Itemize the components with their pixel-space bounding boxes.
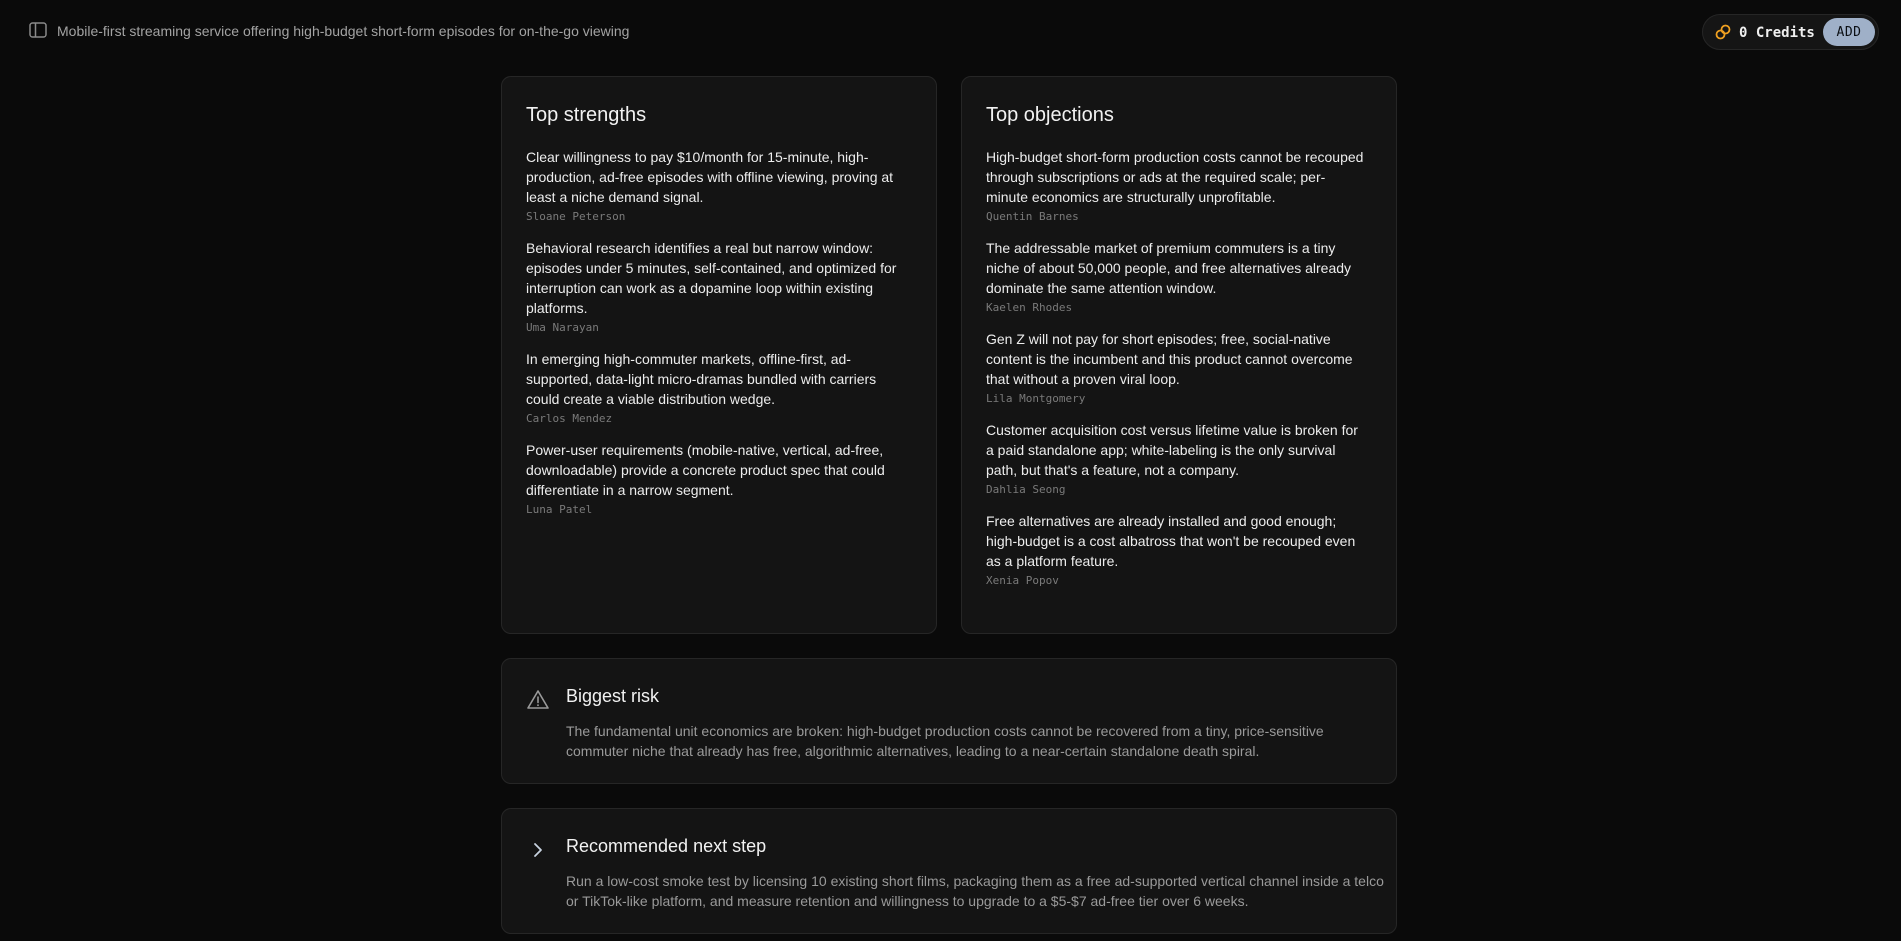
next-step-card[interactable]	[501, 808, 1397, 934]
item-author: Sloane Peterson	[526, 210, 626, 223]
item-text: Power-user requirements (mobile-native, vertical, ad-free, downloadable) provide a concrete product spec that could differentiate in a narrow segment.	[526, 442, 885, 498]
link-coins-icon	[1714, 23, 1732, 41]
strengths-title: Top strengths	[526, 104, 647, 126]
page-title: Mobile-first streaming service offering high-budget short-form episodes for on-the-go viewing	[57, 23, 630, 39]
risk-description: The fundamental unit economics are broken: high-budget production costs cannot be recovered from a tiny, price-sensitive commuter niche that already has free, algorithmic alternatives, leading to a near-certain standalone death spiral.	[566, 723, 1324, 759]
item-text: Clear willingness to pay $10/month for 15-minute, high-production, ad-free episodes with offline viewing, proving at least a niche demand signal.	[526, 149, 894, 205]
biggest-risk-card	[501, 658, 1397, 784]
item-author: Lila Montgomery	[986, 392, 1086, 405]
next-step-description: Run a low-cost smoke test by licensing 10 existing short films, packaging them as a free ad-supported vertical channel inside a telco or TikTok-like platform, and measure retention and willingness to upgrade to a $5-$7 ad-free tier over 6 weeks.	[566, 873, 1384, 909]
item-author: Uma Narayan	[526, 321, 599, 334]
item-text: The addressable market of premium commuters is a tiny niche of about 50,000 people, and free alternatives already dominate the same attention window.	[986, 240, 1352, 296]
objections-title: Top objections	[986, 104, 1114, 126]
list-item	[986, 511, 1366, 588]
item-author: Carlos Mendez	[526, 412, 613, 425]
strengths-list	[526, 147, 906, 531]
item-text: In emerging high-commuter markets, offline-first, ad-supported, data-light micro-dramas bundled with carriers could create a viable distribution wedge.	[526, 351, 877, 407]
list-item	[986, 420, 1366, 497]
objections-card	[961, 76, 1397, 634]
warning-triangle-icon	[526, 688, 550, 712]
item-text: Customer acquisition cost versus lifetime value is broken for a paid standalone app; white-labeling is the only survival path, but that's a feature, not a company.	[986, 422, 1358, 478]
list-item	[526, 440, 906, 517]
list-item	[986, 329, 1366, 406]
list-item	[526, 238, 906, 335]
item-author: Quentin Barnes	[986, 210, 1079, 223]
item-author: Luna Patel	[526, 503, 593, 516]
strengths-card	[501, 76, 937, 634]
risk-title: Biggest risk	[566, 686, 660, 706]
list-item	[986, 238, 1366, 315]
item-text: High-budget short-form production costs cannot be recouped through subscriptions or ads at the required scale; per-minute economics are structurally unprofitable.	[986, 149, 1364, 205]
sidebar-toggle-icon[interactable]	[28, 20, 48, 40]
item-author: Xenia Popov	[986, 574, 1059, 587]
item-author: Dahlia Seong	[986, 483, 1066, 496]
list-item	[526, 147, 906, 224]
credits-pill	[1702, 14, 1879, 50]
list-item	[986, 147, 1366, 224]
item-text: Free alternatives are already installed and good enough; high-budget is a cost albatross that won't be recouped even as a platform feature.	[986, 513, 1356, 569]
credits-count: 0 Credits	[1739, 25, 1815, 41]
top-bar	[0, 0, 1901, 64]
list-item	[526, 349, 906, 426]
add-credits-button[interactable]: ADD	[1823, 18, 1875, 46]
chevron-right-icon[interactable]	[526, 838, 550, 862]
item-author: Kaelen Rhodes	[986, 301, 1073, 314]
item-text: Behavioral research identifies a real but narrow window: episodes under 5 minutes, self-contained, and optimized for interruption can work as a dopamine loop within existing platforms.	[526, 240, 897, 316]
item-text: Gen Z will not pay for short episodes; free, social-native content is the incumbent and this product cannot overcome that without a proven viral loop.	[986, 331, 1353, 387]
objections-list	[986, 147, 1366, 602]
next-step-title: Recommended next step	[566, 836, 767, 856]
